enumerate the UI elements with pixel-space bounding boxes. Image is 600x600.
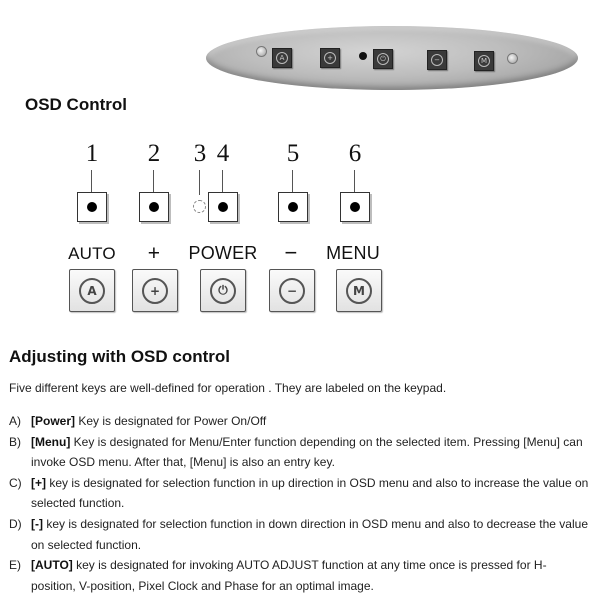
diagram-key-5 (278, 192, 308, 222)
callout-number-3: 3 (193, 140, 207, 167)
plus-icon: + (324, 52, 336, 64)
label-auto: AUTO (68, 244, 116, 263)
item-letter: E) (9, 558, 21, 573)
key-dot-icon (350, 202, 360, 212)
key-dot-icon (288, 202, 298, 212)
panel-auto-button (272, 48, 292, 68)
item-key: [Power] (31, 414, 76, 428)
minus-key (269, 269, 315, 312)
key-descriptions-list (9, 411, 589, 596)
menu-icon: M (478, 55, 490, 67)
diagram-key-6 (340, 192, 370, 222)
label-menu: MENU (326, 243, 380, 263)
diagram-led-3 (193, 200, 206, 213)
callout-number-2: 2 (147, 140, 161, 167)
item-key: [AUTO] (31, 558, 73, 573)
panel-minus-button (427, 50, 447, 70)
item-key: [-] (31, 516, 43, 531)
item-text: Key is designated for Power On/Off (75, 414, 267, 428)
auto-icon: A (79, 278, 105, 304)
auto-key (69, 269, 115, 312)
key-dot-icon (218, 202, 228, 212)
callout-number-5: 5 (286, 140, 300, 167)
item-text: key is designated for invoking AUTO ADJUST function at any time once is pressed for H-position, V-position, Pixel Clock and Phase for an optimal image. (31, 558, 547, 593)
leader-line-4 (222, 170, 223, 192)
item-text: Key is designated for Menu/Enter function depending on the selected item. Pressing [Menu] can invoke OSD menu. After that, [Menu] is also an entry key. (31, 434, 583, 470)
callout-number-4: 4 (216, 140, 230, 167)
label-power: POWER (188, 243, 258, 263)
list-item (9, 514, 589, 555)
power-icon: ⏻ (377, 53, 389, 65)
power-key (200, 269, 246, 312)
item-text: key is designated for selection function in up direction in OSD menu and also to increase the value on selected function. (31, 475, 589, 511)
osd-control-heading: OSD Control (25, 95, 127, 114)
diagram-key-4 (208, 192, 238, 222)
key-dot-icon (87, 202, 97, 212)
key-dot-icon (149, 202, 159, 212)
leader-line-2 (153, 170, 154, 192)
diagram-key-1 (77, 192, 107, 222)
leader-line-5 (292, 170, 293, 192)
diagram-key-2 (139, 192, 169, 222)
list-item (9, 473, 589, 514)
power-icon: ⏻ (210, 278, 236, 304)
list-item (9, 432, 589, 473)
panel-menu-button (474, 51, 494, 71)
minus-icon: − (279, 278, 305, 304)
plus-key (132, 269, 178, 312)
leader-line-6 (354, 170, 355, 192)
power-led (359, 52, 367, 60)
label-minus: − (284, 240, 298, 265)
item-key: [+] (31, 475, 46, 490)
panel-plus-button (320, 48, 340, 68)
panel-power-button (373, 49, 393, 69)
item-key: [Menu] (31, 434, 71, 449)
leader-line-1 (91, 170, 92, 192)
intro-paragraph: Five different keys are well-defined for operation . They are labeled on the keypad. (9, 381, 447, 395)
item-letter: B) (9, 434, 21, 449)
item-letter: D) (9, 516, 22, 531)
item-letter: C) (9, 475, 22, 490)
plus-icon: + (142, 278, 168, 304)
auto-icon: A (276, 52, 288, 64)
callout-number-6: 6 (348, 140, 362, 167)
menu-key (336, 269, 382, 312)
list-item (9, 411, 589, 432)
leader-line-3 (199, 170, 200, 195)
label-plus: + (147, 242, 161, 265)
screw-left (256, 46, 267, 57)
item-letter: A) (9, 414, 21, 428)
menu-icon: M (346, 278, 372, 304)
list-item (9, 555, 589, 596)
item-text: key is designated for selection function in down direction in OSD menu and also to decrease the value on selected function. (31, 516, 588, 552)
screw-right (507, 53, 518, 64)
minus-icon: − (431, 54, 443, 66)
adjusting-heading: Adjusting with OSD control (9, 347, 230, 366)
callout-number-1: 1 (85, 140, 99, 167)
